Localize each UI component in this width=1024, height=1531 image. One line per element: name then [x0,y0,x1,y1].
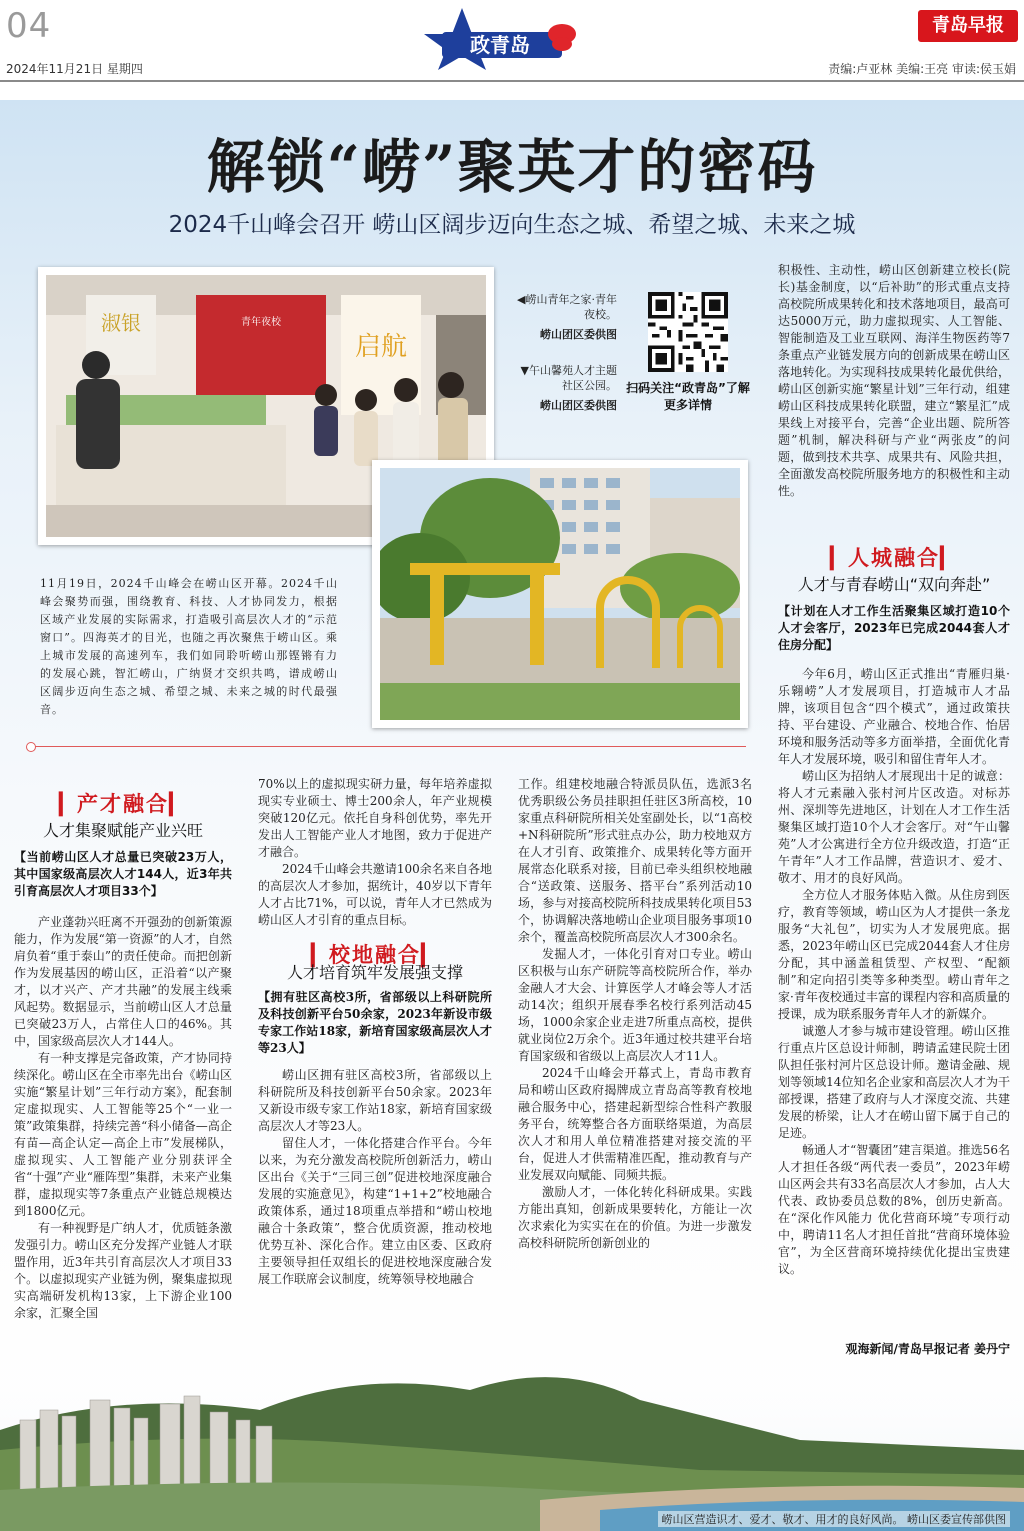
paragraph: 崂山区拥有驻区高校3所，省部级以上科研院所及科技创新平台50余家。2023年又新设市级专家工作站18家，新培育国家级高层次人才等23人。 [258,1068,492,1133]
header-rule [0,80,1024,82]
section-subheading: 人才集聚赋能产业兴旺 [42,821,203,840]
paragraph: 产业蓬勃兴旺离不开强劲的创新策源能力，作为发展“第一资源”的人才，自然肩负着“重于泰山”的责任使命。而把创新作为发展基因的崂山区，正沿着“以产聚才，以才兴产、产才共融”的发展主线乘风起势。数据显示，当前崂山区人才总量已突破23万人，占常住人口的46%。其中，国家级高层次人才144人。 [14,915,232,1048]
section-logo [422,4,582,72]
reporter-byline: 观海新闻/青岛早报记者 姜丹宁 [845,1342,1010,1356]
photo-banner-text: 青年夜校 [241,317,281,328]
paragraph: 发掘人才，一体化引育对口专业。崂山区积极与山东产研院等高校院所合作，举办金融人才大会、计算医学人才峰会等人才活动14次；组织开展春季名校行系列活动45场，1000余家企业走进7所重点高校，提供就业岗位2万余个。近3年通过校共建平台培育国家级和省级以上高层次人才11人。 [518,947,752,1063]
photo-talent-park [372,460,748,728]
headline-subtitle: 2024千山峰会召开 崂山区阔步迈向生态之城、希望之城、未来之城 [168,212,856,238]
scenery-caption: 崂山区营造识才、爱才、敬才、用才的良好风尚。 崂山区委宣传部供图 [658,1511,1011,1527]
article-column-1 [14,914,232,1322]
caption-photo2-credit: 崂山团区委供图 [540,399,617,412]
section-note: 【当前崂山区人才总量已突破23万人，其中国家级高层次人才144人，近3年共引育高层次人才项目33个】 [14,850,232,898]
section-note: 【计划在人才工作生活聚集区域打造10个人才会客厅，2023年已完成2044套人才住房分配】 [778,604,1010,652]
paragraph: 今年6月，崂山区正式推出“青雁归巢·乐翱崂”人才发展项目，打造城市人才品牌，该项目包含“四个模式”，通过政策扶持、平台建设、产业融合、校地合作、怡居环境和服务活动等多方面举措，全面优化青年人才发展环境，吸引和留住青年人才。 [778,667,1010,766]
section-industry [14,788,232,900]
paragraph: 激励人才，一体化转化科研成果。实践方能出真知，创新成果要转化，方能让一次次求索化为实实在在的价值。为进一步激发高校科研院所创新创业的 [518,1185,752,1250]
paragraph: 崂山区为招纳人才展现出十足的诚意：将人才元素融入张村河片区改造。对标苏州、深圳等先进地区，计划在人才工作生活聚集区域打造10个人才会客厅。对“午山馨苑”人才公寓进行全方位升级改造，打造“正午青年”人才工作品牌，营造识才、爱才、敬才、用才的良好风尚。 [778,769,1010,885]
article-column-2 [258,776,492,1288]
qr-caption: 扫码关注“政青岛”了解更多详情 [626,381,750,412]
laoshan-scenery-image [0,1360,1024,1531]
paragraph: 积极性、主动性，崂山区创新建立校长(院长)基金制度，以“后补助”的形式重点支持高校院所成果转化和技术落地项目，最高可达5000万元，助力虚拟现实、人工智能、智能制造及工业互联网、海洋生物医药等7条重点产业链发展方向的创新成果在崂山区落地转化。为实现科技成果转化最优供给，崂山区创新实施“繁星计划”三年行动，组建崂山区科技成果转化联盟，建立“繁星汇”成果线上对接平台，完善“企业出题、院所答题”机制，解决科研与产业“两张皮”的问题，做到技术共享、成果共有、风险共担，全面激发高校院所服务地方的积极性和主动性。 [778,263,1010,498]
article-column-4 [778,262,1010,500]
headline-title: 解锁“崂”聚英才的密码 [206,133,818,201]
paragraph: 工作。组建校地融合特派员队伍，选派3名优秀职级公务员挂职担任驻区3所高校，10家重点科研院所相关处室副处长，以“1高校+N科研院所”形式驻点办公，助力校地双方在人才引育、政策推介、成果转化等方面开展常态化联系对接，目前已牵头组织校地融合“送政策、送服务、搭平台”系列活动10场，参与对接高校院所科技成果转化项目53个，协调解决落地崂山企业项目服务事项10余个，覆盖高校院所高层次人才300余名。 [518,777,752,944]
issue-date: 2024年11月21日 星期四 [6,62,143,76]
section-note: 【拥有驻区高校3所，省部级以上科研院所及科技创新平台50余家，2023年新设市级专家工作站18家，新培育国家级高层次人才等23人】 [258,990,492,1055]
article-column-5 [778,666,1010,1278]
intro-paragraph: 11月19日，2024千山峰会在崂山区开幕。2024千山峰会聚势而强，围绕教育、科技、人才协同发力，根据区域产业发展的实际需求，打造吸引高层次人才的“示范窗口”。四海英才的目光，也随之再次聚焦于崂山区。乘上城市发展的高速列车，我们如同聆听崂山那铿锵有力的发展心跳，智汇崂山，广纳贤才交织共鸣，谱成崂山区阔步迈向生态之城、希望之城、未来之城的时代最强音。 [40,577,338,716]
article-column-3 [518,776,752,1252]
section-heading: ▎人城融合▎ [829,546,959,570]
caption-photo1: ◀崂山青年之家·青年夜校。 [517,293,617,321]
paragraph: 诚邀人才参与城市建设管理。崂山区推行重点片区总设计师制，聘请孟建民院士团队担任张村河片区总设计师。邀请金融、规划等领域14位知名企业家和高层次人才为干部授课，搭建了政府与人才深度交流、共建发展的桥梁，让人才在崂山留下属于自己的足迹。 [778,1024,1010,1140]
paragraph: 2024千山峰会共邀请100余名来自各地的高层次人才参加，据统计，40岁以下青年人才占比71%，可以说，青年人才已然成为崂山区人才引育的重点目标。 [258,862,492,927]
paragraph: 全方位人才服务体贴入微。从住房到医疗，教育等领域，崂山区为人才提供一条龙服务“大礼包”，切实为人才发展兜底。据悉，2023年崂山区已完成2044套人才住房分配，其中涵盖租赁型、产权型、“配额制”和定向招引类等多种类型。崂山青年之家·青年夜校通过丰富的课程内容和高质量的授课，成为联系服务青年人才的新媒介。 [778,888,1010,1021]
photo-sign-left: 淑银 [101,311,141,335]
paragraph: 畅通人才“智囊团”建言渠道。推选56名人才担任各级“两代表一委员”，2023年崂山区两会共有33名高层次人才参加，占人大代表、政协委员总数的8%，创历史新高。在“深化作风能力 优化营商环境”专项行动中，聘请11名人才担任首批“营商环境体验官”，为全区营商环境持续优化提出宝贵建议。 [778,1143,1010,1276]
caption-photo2: ▼午山馨苑人才主题社区公园。 [520,364,617,392]
editor-credits: 责编:卢亚林 美编:王亮 审读:侯玉娟 [828,62,1016,76]
timeline-divider [30,746,746,747]
section-campus [258,943,492,1057]
talent-park-image [380,468,740,720]
caption-photo1-credit: 崂山团区委供图 [540,328,617,341]
section-heading: ▎产才融合▎ [58,792,188,816]
photo-sign-right: 启航 [354,332,408,362]
paragraph: 留住人才，一体化搭建合作平台。今年以来，为充分激发高校院所创新活力，崂山区出台《关于“三同三创”促进校地深度融合发展的实施意见》，构建“1+1+2”校地融合政策体系，通过18项重点举措和“崂山校地融合十条政策”，整合优质资源，推动校地优势互补、深化合作。建立由区委、区政府主要领导担任双组长的促进校地深度融合发展工作联席会议制度，统筹领导校地融合 [258,1136,492,1286]
newspaper-brand: 青岛早报 [918,10,1018,42]
timeline-dot [26,742,36,752]
paragraph: 有一种支撑是完备政策，产才协同持续深化。崂山区在全市率先出台《崂山区实施“繁星计划”三年行动方案》，配套制定虚拟现实、人工智能等25个“一业一策”政策集群，持续完善“科小储备—高企有苗—高企认定—高企上市”发展梯队，虚拟现实、人工智能产业分别获评全省“十强”产业“雁阵型”集群，未来产业集群，虚拟现实等7条重点产业链总规模达到1800亿元。 [14,1051,232,1218]
section-subheading: 人才培育筑牢发展强支撑 [286,963,463,982]
paragraph: 有一种视野是广纳人才，优质链条激发强引力。崂山区充分发挥产业链人才联盟作用，近3年共引育高层次人才项目33个。以虚拟现实产业链为例，聚集虚拟现实高端研发机构13家，上下游企业100余家，汇聚全国 [14,1221,232,1320]
section-heading: ▎校地融合▎ [310,943,440,967]
paragraph: 70%以上的虚拟现实研力量，每年培养虚拟现实专业硕士、博士200余人，年产业规模突破120亿元。依托自身科创优势，率先开发出人工智能产业人才地图，致力于促进产才融合。 [258,777,492,859]
section-logo-text: 政青岛 [470,33,530,57]
section-city [778,542,1010,654]
qr-code-icon[interactable] [648,292,728,372]
page-number: 04 [6,6,52,46]
section-subheading: 人才与青春崂山“双向奔赴” [797,575,991,594]
paragraph: 2024千山峰会开幕式上，青岛市教育局和崂山区政府揭牌成立青岛高等教育校地融合服务中心，搭建起新型综合性科产教服务平台，统筹整合各方面联络渠道，为高层次人才和用人单位精准搭建对接交流的平台，促进人才供需精准匹配，推动教育与产业发展双向赋能、同频共振。 [518,1066,752,1182]
